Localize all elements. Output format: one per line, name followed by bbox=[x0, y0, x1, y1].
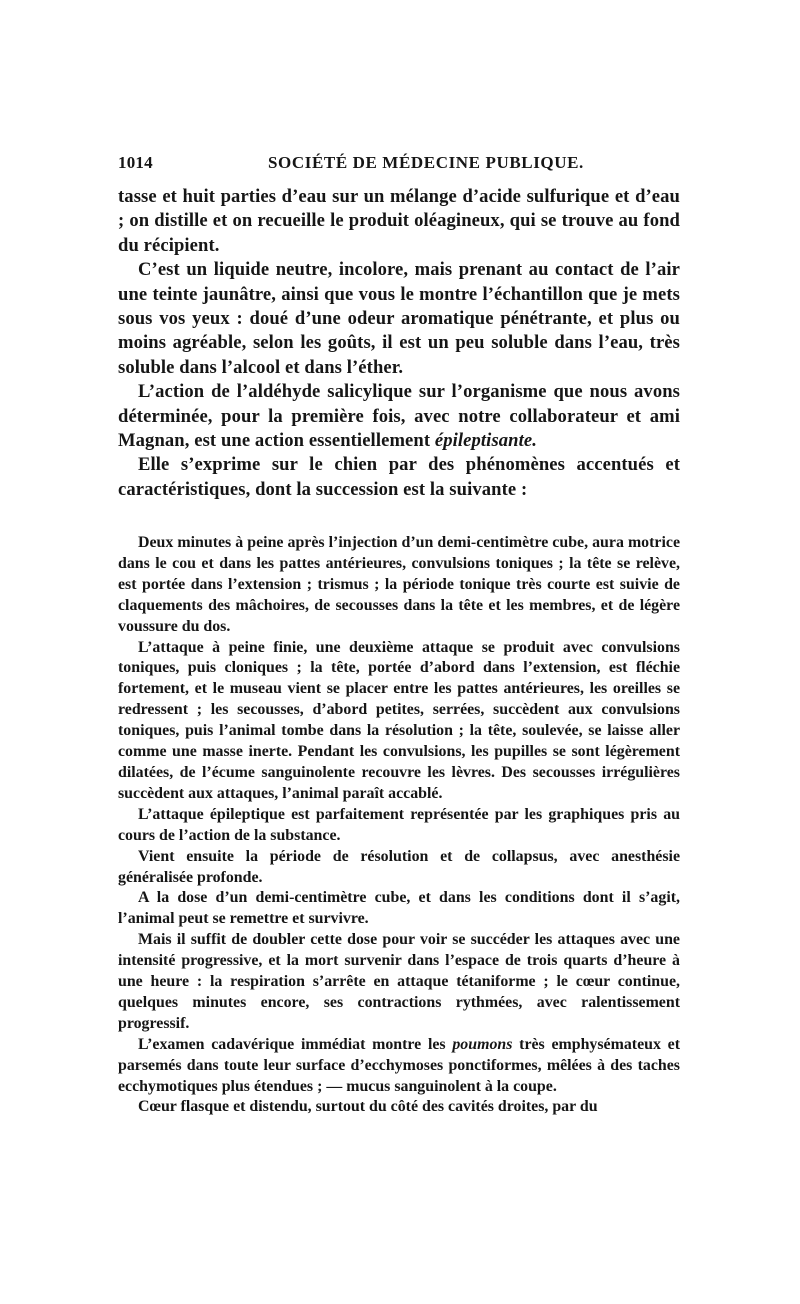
paragraph-text: L’examen cadavérique immédiat montre les bbox=[138, 1035, 453, 1053]
observation-text bbox=[118, 533, 680, 1118]
paragraph-text: L’action de l’aldéhyde salicylique sur l’organisme que nous avons déterminée, pour la première fois, avec notre collaborateur et ami Magnan, est une action essentiellement bbox=[118, 381, 680, 452]
observation-paragraph: L’attaque à peine finie, une deuxième attaque se produit avec convulsions toniques, puis cloniques ; la tête, portée d’abord dans l’extension, est fléchie fortement, et le museau vient se placer entre les pattes antérieures, les oreilles se redressent ; les secousses, d’abord petites, serrées, succèdent aux convulsions toniques, puis l’animal tombe dans la résolution ; la tête, soulevée, se laisse aller comme une masse inerte. Pendant les convulsions, les pupilles se sont légèrement dilatées, de l’écume sanguinolente recouvre les lèvres. Des secousses irrégulières succèdent aux attaques, l’animal paraît accablé. bbox=[118, 638, 680, 802]
running-title: SOCIÉTÉ DE MÉDECINE PUBLIQUE. bbox=[268, 153, 584, 172]
page-number: 1014 bbox=[118, 153, 153, 172]
observation-paragraph: A la dose d’un demi-centimètre cube, et dans les conditions dont il s’agit, l’animal peut se remettre et survivre. bbox=[118, 889, 680, 928]
observation-paragraph: Mais il suffit de doubler cette dose pour voir se succéder les attaques avec une intensité progressive, et la mort survenir dans l’espace de trois quarts d’heure à une heure : la respiration s’arrête en attaque tétaniforme ; le cœur continue, quelques minutes encore, ses contractions rythmées, avec ralentissement progressif. bbox=[118, 931, 680, 1032]
observation-paragraph: Vient ensuite la période de résolution et de collapsus, avec anesthésie généralisée profonde. bbox=[118, 847, 680, 886]
observation-paragraph: Cœur flasque et distendu, surtout du côté des cavités droites, par du bbox=[138, 1098, 598, 1116]
observation-paragraph bbox=[118, 1035, 680, 1098]
observation-paragraph: Deux minutes à peine après l’injection d’un demi-centimètre cube, aura motrice dans le cou et dans les pattes antérieures, convulsions toniques ; la tête se relève, est portée dans l’extension ; trismus ; la période tonique très courte est suivie de claquements des mâchoires, de secousses dans la tête et les membres, et de légère voussure du dos. bbox=[118, 534, 680, 635]
paragraph: Elle s’exprime sur le chien par des phénomènes accentués et caractéristiques, dont la succession est la suivante : bbox=[118, 454, 680, 500]
main-text bbox=[118, 185, 680, 502]
page-header bbox=[118, 153, 680, 179]
observation-paragraph: L’attaque épileptique est parfaitement représentée par les graphiques pris au cours de l’action de la substance. bbox=[118, 805, 680, 844]
emphasis-text: poumons bbox=[452, 1035, 513, 1053]
paragraph: tasse et huit parties d’eau sur un mélange d’acide sulfurique et d’eau ; on distille et on recueille le produit oléagineux, qui se trouve au fond du récipient. bbox=[118, 186, 680, 256]
paragraph-text: très emphysémateux et parsemés dans toute leur surface d’ecchymoses ponctiformes, mêlées à des taches ecchymotiques plus étendues ; — mucus sanguinolent à la coupe. bbox=[118, 1035, 680, 1095]
emphasis-text: épileptisante. bbox=[434, 430, 537, 452]
paragraph bbox=[118, 380, 680, 453]
paragraph: C’est un liquide neutre, incolore, mais prenant au contact de l’air une teinte jaunâtre, ainsi que vous le montre l’échantillon que je mets sous vos yeux : doué d’une odeur aromatique pénétrante, et plus ou moins agréable, selon les goûts, il est un peu soluble dans l’eau, très soluble dans l’alcool et dans l’éther. bbox=[118, 259, 680, 378]
